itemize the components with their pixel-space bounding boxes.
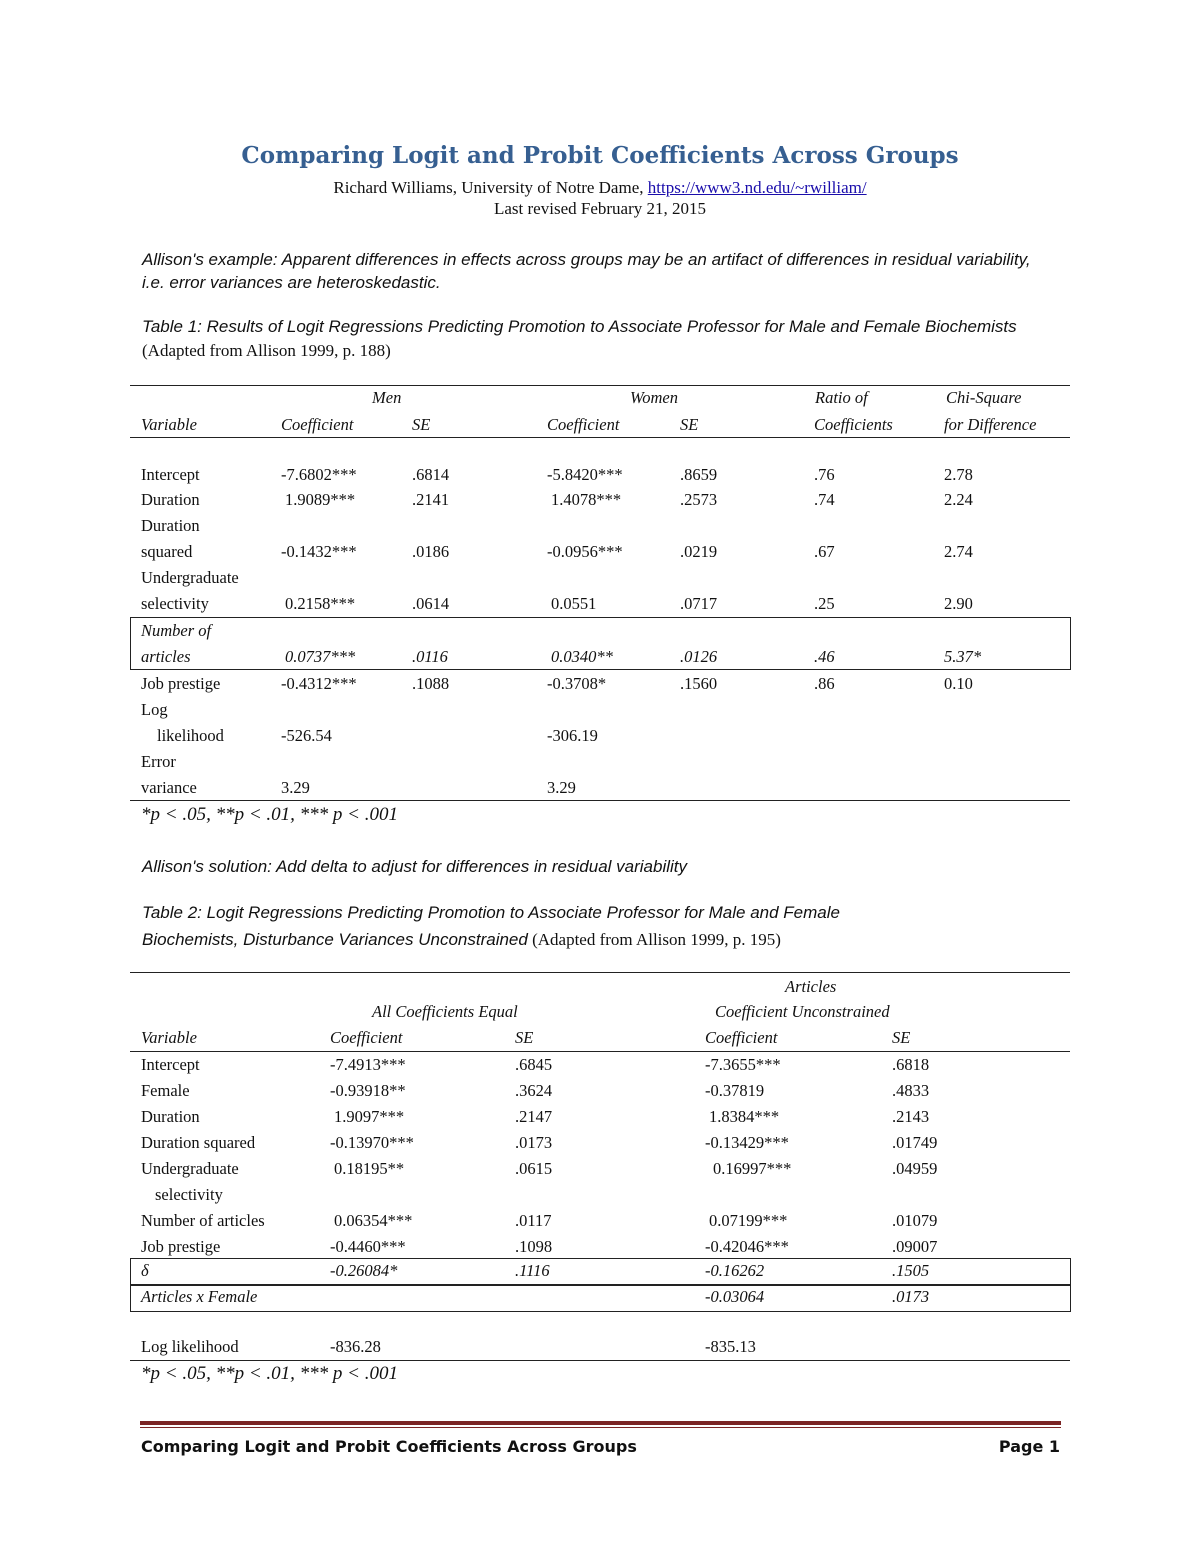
table1-row-label: squared [141,542,193,561]
table2-cell: .01079 [892,1211,938,1230]
table1-row-label: variance [141,778,197,797]
table2-top-rule [130,972,1070,973]
intro-paragraph: Allison's example: Apparent differences in effects across groups may be an artifact of differences in residual variability, i.e. error variances are heteroskedastic. [142,250,1031,292]
table2-cell: .0117 [515,1211,552,1230]
table1-row-label: Intercept [141,465,200,484]
table2-cell: .0615 [515,1159,553,1178]
table2-col-variable: Variable [141,1028,197,1047]
table1-cell: .0116 [412,647,448,666]
table2-caption-line2 [142,930,781,950]
table1-caption-text: Table 1: Results of Logit Regressions Predicting Promotion to Associate Professor for Male and Female Biochemists [142,317,1017,336]
table2-significance-note: *p < .05, **p < .01, *** p < .001 [141,1363,398,1384]
table1-cell: .0186 [412,542,450,561]
table1-cell: 5.37* [944,647,982,666]
table1-row-label: Job prestige [141,674,221,693]
table2-cell: .0173 [515,1133,553,1152]
table1-col-chi: for Difference [944,415,1037,434]
table1-row-label: Number of [141,621,212,640]
table1-cell: 2.24 [944,490,973,509]
table2-cell: -0.13970*** [330,1133,414,1152]
table2-cell: .6818 [892,1055,930,1074]
table1-cell: 1.4078*** [551,490,622,509]
table1-cell: .8659 [680,465,718,484]
author-text: Richard Williams, University of Notre Dame, [333,178,648,197]
table1-caption [142,315,1082,363]
table1-col-men-se: SE [412,415,431,434]
table1-cell: .86 [814,674,835,693]
table1-row-label: articles [141,647,191,666]
table1-significance-note: *p < .05, **p < .01, *** p < .001 [141,804,398,825]
table1-cell: 2.78 [944,465,973,484]
page-number: Page 1 [998,1437,1060,1456]
table1-caption-source: (Adapted from Allison 1999, p. 188) [142,341,391,360]
table1-row-label: Error [141,752,176,771]
table1-header-rule [130,437,1070,438]
table1-cell: .67 [814,542,835,561]
table1-cell: 3.29 [547,778,576,797]
table1-group-ratio: Ratio of [815,388,868,407]
table1-col-ratio: Coefficients [814,415,893,434]
table1-cell: .2141 [412,490,450,509]
author-link[interactable]: https://www3.nd.edu/~rwilliam/ [647,178,867,197]
table1-cell: .0614 [412,594,450,613]
table1-cell: -526.54 [281,726,332,745]
table2-interaction-box [130,1284,1071,1312]
table2-cell: .1098 [515,1237,553,1256]
table2-cell: 0.07199*** [709,1211,788,1230]
table2-row-label: Number of articles [141,1211,265,1230]
footer-title: Comparing Logit and Probit Coefficients Across Groups [141,1437,637,1456]
table1-group-men: Men [372,388,402,407]
table2-cell: .4833 [892,1081,930,1100]
table2-row-label: Duration squared [141,1133,256,1152]
table2-row-label: selectivity [155,1185,223,1204]
table2-col-unc-se: SE [892,1028,911,1047]
table1-cell: .76 [814,465,835,484]
table1-cell: -0.1432*** [281,542,357,561]
table1-row-label: Undergraduate [141,568,239,587]
table1-cell: -306.19 [547,726,598,745]
table2-cell: -0.37819 [705,1081,765,1100]
table1-row-label: Duration [141,490,200,509]
table2-group-unconstrained: Coefficient Unconstrained [715,1002,890,1021]
table2-group-articles: Articles [785,977,837,996]
table2-caption-text: Biochemists, Disturbance Variances Unconstrained [142,930,528,949]
table1-cell: -0.4312*** [281,674,357,693]
table1-bottom-rule [130,800,1070,801]
table2-row-label: δ [141,1261,149,1280]
table2-cell: 1.8384*** [709,1107,780,1126]
table1-col-women-coef: Coefficient [547,415,620,434]
table2-caption-source: (Adapted from Allison 1999, p. 195) [527,930,781,949]
table2-cell: .2143 [892,1107,930,1126]
footer-rule-thin [140,1427,1061,1428]
table1-cell: 0.0737*** [285,647,356,666]
table1-col-women-se: SE [680,415,699,434]
table1-cell: .46 [814,647,835,666]
table2-cell: -0.4460*** [330,1237,406,1256]
table2-cell: .04959 [892,1159,938,1178]
table2-delta-box [130,1258,1071,1286]
author-line [0,178,1200,198]
table1-cell: 3.29 [281,778,310,797]
table2-row-label: Female [141,1081,190,1100]
table2-cell: -0.13429*** [705,1133,789,1152]
table2-cell: .1505 [892,1261,930,1280]
table2-cell: 1.9097*** [334,1107,405,1126]
table1-cell: .74 [814,490,835,509]
table2-col-unc-coef: Coefficient [705,1028,778,1047]
table2-row-label: Undergraduate [141,1159,239,1178]
table2-cell: .09007 [892,1237,938,1256]
table2-cell: -0.93918** [330,1081,406,1100]
table2-cell: .2147 [515,1107,553,1126]
table2-cell: -0.16262 [705,1261,765,1280]
table1-row-label: Duration [141,516,200,535]
table2-cell: 0.18195** [334,1159,405,1178]
table1-cell: 0.0340** [551,647,613,666]
revised-date: Last revised February 21, 2015 [494,199,706,218]
table1-col-variable: Variable [141,415,197,434]
table1-cell: .0126 [680,647,718,666]
table1-group-women: Women [630,388,678,407]
table2-header-rule [130,1051,1070,1052]
table1-cell: .6814 [412,465,450,484]
table2-caption-line1: Table 2: Logit Regressions Predicting Promotion to Associate Professor for Male and Female [142,903,840,922]
table1-cell: -0.0956*** [547,542,623,561]
table1-top-rule [130,385,1070,386]
table2-cell: -0.42046*** [705,1237,789,1256]
table2-cell: .1116 [515,1261,550,1280]
table1-cell: -7.6802*** [281,465,357,484]
table1-cell: .2573 [680,490,718,509]
table2-row-label: Intercept [141,1055,200,1074]
table2-row-label: Duration [141,1107,200,1126]
table1-cell: 0.2158*** [285,594,356,613]
table1-cell: 1.9089*** [285,490,356,509]
table1-row-label: selectivity [141,594,209,613]
table1-cell: -5.8420*** [547,465,623,484]
table2-row-label: Articles x Female [141,1287,258,1306]
table1-cell: .1560 [680,674,718,693]
table1-cell: 2.90 [944,594,973,613]
table1-cell: .1088 [412,674,450,693]
table2-cell: .01749 [892,1133,938,1152]
table1-cell: .0219 [680,542,718,561]
table2-cell: -7.3655*** [705,1055,781,1074]
table2-cell: .6845 [515,1055,553,1074]
table2-cell: 0.16997*** [713,1159,792,1178]
table1-cell: .0717 [680,594,718,613]
table1-cell: .25 [814,594,835,613]
table2-group-all-equal: All Coefficients Equal [372,1002,518,1021]
table2-cell: -836.28 [330,1337,381,1356]
table2-cell: .3624 [515,1081,553,1100]
table1-col-men-coef: Coefficient [281,415,354,434]
footer-rule-thick [140,1421,1061,1425]
table2-cell: -835.13 [705,1337,756,1356]
table2-cell: -0.26084* [330,1261,398,1280]
table2-cell: -0.03064 [705,1287,765,1306]
table1-cell: 2.74 [944,542,973,561]
page-title: Comparing Logit and Probit Coefficients Across Groups [241,142,959,169]
table1-cell: 0.10 [944,674,973,693]
table1-cell: -0.3708* [547,674,607,693]
table1-row-label: likelihood [157,726,224,745]
table1-cell: 0.0551 [551,594,597,613]
table1-group-chi: Chi-Square [946,388,1022,407]
table2-cell: 0.06354*** [334,1211,413,1230]
table2-col-equal-coef: Coefficient [330,1028,403,1047]
table2-bottom-rule [130,1360,1070,1361]
table1-row-label: Log [141,700,168,719]
solution-paragraph: Allison's solution: Add delta to adjust for differences in residual variability [142,857,688,876]
table2-cell: -7.4913*** [330,1055,406,1074]
table2-col-equal-se: SE [515,1028,534,1047]
table2-row-label: Log likelihood [141,1337,239,1356]
table2-cell: .0173 [892,1287,930,1306]
table2-row-label: Job prestige [141,1237,221,1256]
